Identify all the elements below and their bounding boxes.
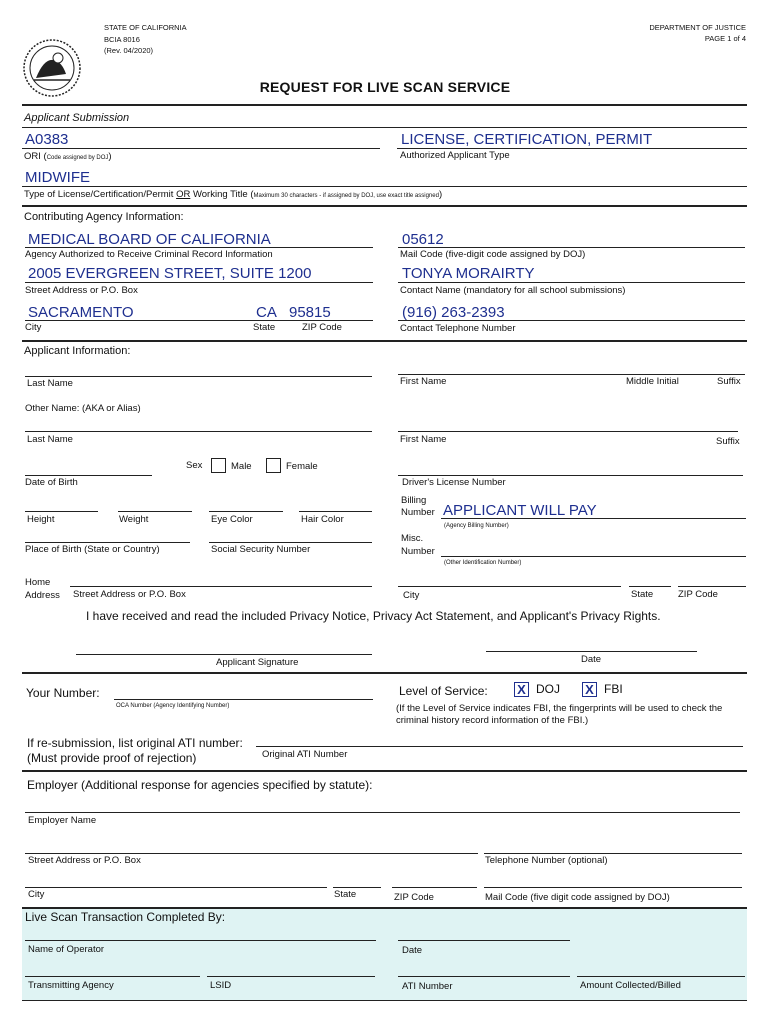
home-city-label: City: [403, 590, 420, 601]
billing-number-sub: (Agency Billing Number): [444, 523, 509, 529]
fbi-label: FBI: [604, 682, 623, 696]
operator-label: Name of Operator: [28, 944, 105, 955]
department-label: DEPARTMENT OF JUSTICE: [649, 23, 746, 32]
misc-label-1: Misc.: [401, 533, 424, 544]
alias-first-name-label: First Name: [400, 434, 447, 445]
fbi-checkbox[interactable]: [582, 682, 597, 697]
female-label: Female: [286, 461, 318, 472]
live-scan-date-label: Date: [402, 945, 423, 956]
hair-color-label: Hair Color: [301, 514, 344, 525]
employer-city-label: City: [28, 889, 45, 900]
level-note-1: (If the Level of Service indicates FBI, the fingerprints will be used to check the: [396, 703, 723, 714]
home-state-label: State: [631, 589, 654, 600]
applicant-info-heading: Applicant Information:: [24, 345, 131, 357]
agency-street-label: Street Address or P.O. Box: [25, 285, 138, 296]
agency-state-value[interactable]: CA: [256, 304, 277, 321]
checkbox-x-icon: X: [585, 682, 594, 697]
home-street-label: Street Address or P.O. Box: [73, 589, 186, 600]
contact-name-value[interactable]: TONYA MORAIRTY: [402, 265, 535, 282]
signature-date-label: Date: [581, 654, 602, 665]
billing-number-value[interactable]: APPLICANT WILL PAY: [443, 502, 597, 519]
dob-label: Date of Birth: [25, 477, 78, 488]
ati-number-label: ATI Number: [402, 981, 453, 992]
employer-state-label: State: [334, 889, 357, 900]
employer-heading: Employer (Additional response for agencies specified by statute):: [27, 778, 373, 792]
your-number-label: Your Number:: [26, 686, 100, 700]
transmitting-agency-label: Transmitting Agency: [28, 980, 114, 991]
suffix-label: Suffix: [717, 376, 741, 387]
height-label: Height: [27, 514, 55, 525]
resubmission-label-1: If re-submission, list original ATI number:: [27, 736, 243, 750]
original-ati-label: Original ATI Number: [262, 749, 348, 760]
page-number: PAGE 1 of 4: [704, 34, 746, 43]
employer-street-label: Street Address or P.O. Box: [28, 855, 141, 866]
agency-label: Agency Authorized to Receive Criminal Record Information: [25, 249, 273, 260]
billing-label-2: Number: [401, 507, 435, 518]
checkbox-x-icon: X: [517, 682, 526, 697]
female-checkbox[interactable]: [266, 458, 281, 473]
eye-color-label: Eye Color: [211, 514, 253, 525]
alias-suffix-label: Suffix: [716, 436, 740, 447]
alias-last-name-label: Last Name: [27, 434, 73, 445]
agency-city-label: City: [25, 322, 42, 333]
other-name-label: Other Name: (AKA or Alias): [25, 403, 141, 414]
place-of-birth-label: Place of Birth (State or Country): [25, 544, 160, 555]
doj-label: DOJ: [536, 682, 560, 696]
employer-zip-label: ZIP Code: [394, 892, 434, 903]
page-title: REQUEST FOR LIVE SCAN SERVICE: [259, 79, 511, 95]
employer-mail-code-label: Mail Code (five digit code assigned by DOJ): [485, 892, 670, 903]
amount-collected-label: Amount Collected/Billed: [580, 980, 681, 991]
contact-phone-value[interactable]: (916) 263-2393: [402, 304, 505, 321]
sex-label: Sex: [186, 460, 203, 471]
lsid-label: LSID: [210, 980, 232, 991]
ori-label: ORI (Code assigned by DOJ): [24, 151, 112, 162]
privacy-statement: I have received and read the included Privacy Notice, Privacy Act Statement, and Applicant's Privacy Rights.: [86, 609, 661, 623]
state-label: STATE OF CALIFORNIA: [104, 23, 187, 32]
doj-checkbox[interactable]: [514, 682, 529, 697]
live-scan-heading: Live Scan Transaction Completed By:: [25, 910, 226, 924]
agency-zip-label: ZIP Code: [302, 322, 342, 333]
applicant-submission-heading: Applicant Submission: [24, 112, 130, 124]
billing-label-1: Billing: [401, 495, 427, 506]
male-checkbox[interactable]: [211, 458, 226, 473]
mail-code-label: Mail Code (five-digit code assigned by DOJ): [400, 249, 586, 260]
agency-street-value[interactable]: 2005 EVERGREEN STREET, SUITE 1200: [28, 265, 312, 282]
home-zip-label: ZIP Code: [678, 589, 718, 600]
contact-name-label: Contact Name (mandatory for all school submissions): [400, 285, 626, 296]
contributing-agency-heading: Contributing Agency Information:: [24, 211, 184, 223]
male-label: Male: [231, 461, 252, 472]
oca-number-sub: OCA Number (Agency Identifying Number): [116, 703, 230, 709]
last-name-label: Last Name: [27, 378, 73, 389]
title-value[interactable]: MIDWIFE: [25, 169, 90, 186]
ssn-label: Social Security Number: [211, 544, 311, 555]
employer-telephone-label: Telephone Number (optional): [485, 855, 608, 866]
employer-name-label: Employer Name: [28, 815, 97, 826]
applicant-type-label: Authorized Applicant Type: [400, 150, 510, 161]
title-label: Type of License/Certification/Permit OR Working Title (Maximum 30 characters - if assigned by DOJ, use exact title assigned): [24, 189, 443, 200]
applicant-type-value[interactable]: LICENSE, CERTIFICATION, PERMIT: [401, 131, 653, 148]
signature-label: Applicant Signature: [216, 657, 299, 668]
level-of-service-label: Level of Service:: [399, 684, 488, 698]
agency-city-value[interactable]: SACRAMENTO: [28, 304, 134, 321]
home-label-1: Home: [25, 577, 51, 588]
level-note-2: criminal history record information of the FBI.): [396, 715, 589, 726]
middle-initial-label: Middle Initial: [626, 376, 679, 387]
revision-date: (Rev. 04/2020): [104, 46, 154, 55]
agency-zip-value[interactable]: 95815: [289, 304, 331, 321]
resubmission-label-2: (Must provide proof of rejection): [27, 751, 197, 765]
form-code: BCIA 8016: [104, 35, 140, 44]
agency-state-label: State: [253, 322, 276, 333]
first-name-label: First Name: [400, 376, 447, 387]
agency-value[interactable]: MEDICAL BOARD OF CALIFORNIA: [28, 231, 271, 248]
weight-label: Weight: [119, 514, 149, 525]
mail-code-value[interactable]: 05612: [402, 231, 444, 248]
ori-value[interactable]: A0383: [25, 131, 69, 148]
contact-phone-label: Contact Telephone Number: [400, 323, 516, 334]
misc-number-sub: (Other Identification Number): [444, 560, 522, 566]
home-label-2: Address: [25, 590, 60, 601]
misc-label-2: Number: [401, 546, 435, 557]
drivers-license-label: Driver's License Number: [402, 477, 506, 488]
